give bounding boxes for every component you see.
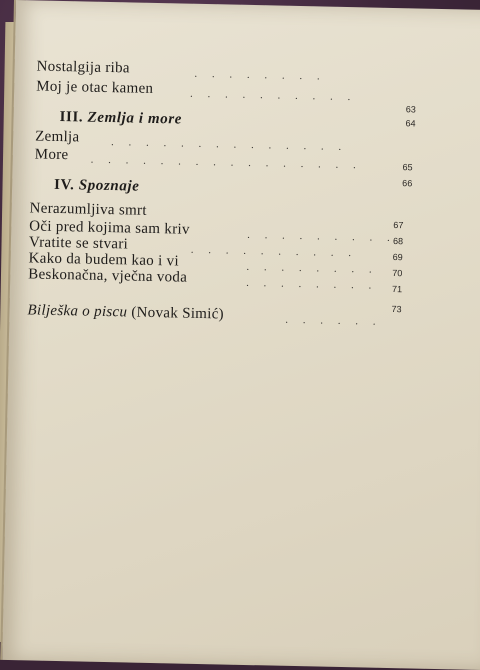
toc-page-number: 70 — [392, 267, 403, 279]
toc-page-number: 68 — [392, 235, 404, 247]
toc-page-number: 69 — [392, 251, 403, 263]
note-title: Bilješka o piscu — [27, 302, 128, 321]
toc-entry-title: Vratite se stvari — [28, 234, 129, 253]
toc-leader-dots: . . . . . . . . . . — [189, 87, 357, 104]
toc-page-number: 63 — [405, 104, 416, 115]
toc-page-number: 71 — [391, 283, 403, 295]
part-numeral: IV. — [53, 176, 75, 194]
part-title: Spoznaje — [78, 177, 140, 195]
toc-entry-title: Kako da budem kao i vi — [28, 250, 180, 270]
toc-leader-dots: . . . . . . . . . . . . . . — [110, 136, 348, 154]
toc-page-number: 67 — [393, 219, 404, 231]
toc-leader-dots: . . . . . . — [285, 313, 382, 328]
toc-entry-title: Nerazumljiva smrt — [29, 200, 147, 219]
toc-leader-dots: . . . . . . . . . . . . . . . . — [90, 153, 362, 172]
toc-entry-title: More — [34, 146, 69, 164]
toc-leader-dots: . . . . . . . . — [194, 67, 326, 83]
toc-page-number: 73 — [391, 303, 402, 315]
toc-entry-title: Oči pred kojima sam kriv — [29, 218, 190, 238]
toc-leader-dots: . . . . . . . . . — [247, 228, 396, 245]
toc-entry-title: Nostalgija riba — [36, 58, 130, 77]
toc-page-number: 64 — [405, 118, 416, 129]
toc-part-heading — [59, 109, 182, 129]
toc-entry-title: Moj je otac kamen — [36, 78, 154, 97]
toc-leader-dots: . . . . . . . . . . — [190, 243, 358, 260]
note-author: (Novak Simić) — [131, 304, 225, 323]
toc-page-number: 65 — [402, 162, 413, 173]
toc-entry-title: Zemlja — [34, 128, 80, 146]
toc-page-number: 66 — [402, 178, 413, 189]
toc-leader-dots: . . . . . . . . — [246, 260, 378, 276]
toc-note-entry — [27, 302, 224, 323]
part-title: Zemlja i more — [87, 109, 183, 128]
toc-part-heading — [54, 177, 140, 196]
toc-entry-title: Beskonačna, vječna voda — [28, 266, 188, 286]
part-numeral: III. — [59, 108, 84, 126]
toc-leader-dots: . . . . . . . . — [246, 276, 378, 292]
